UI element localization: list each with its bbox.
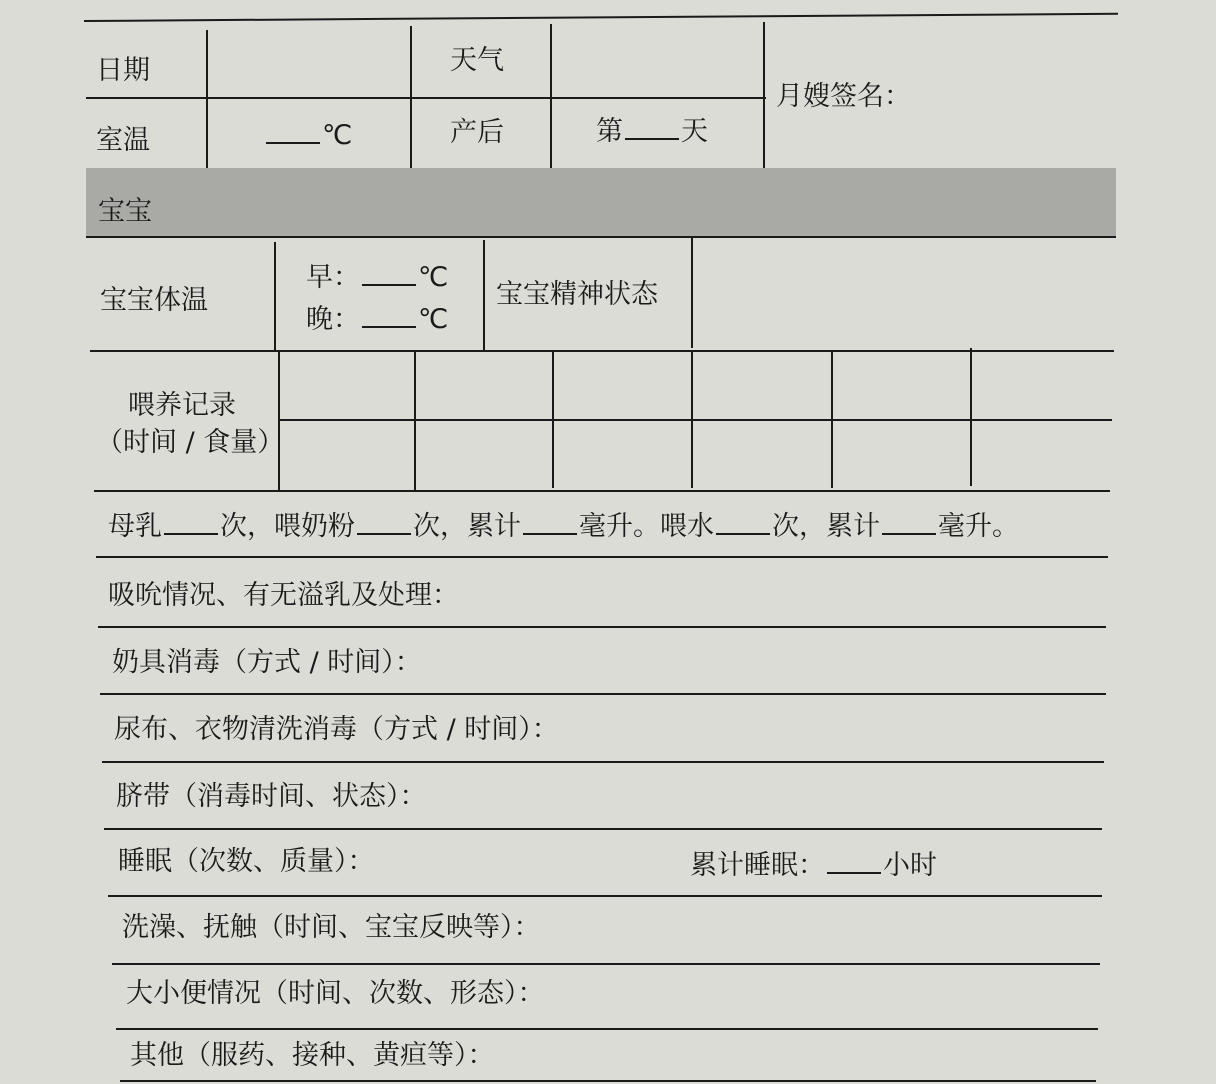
record-divider	[112, 963, 1100, 965]
feed-cell[interactable]	[974, 423, 1110, 487]
record-sleep[interactable]: 睡眠（次数、质量）：	[118, 846, 375, 877]
mental-state-label: 宝宝精神状态	[496, 279, 658, 310]
temp-col-divider-1	[274, 242, 276, 352]
record-diaper-laundry[interactable]: 尿布、衣物清洗消毒（方式 / 时间）：	[114, 714, 559, 745]
baby-section-title: 宝宝	[98, 196, 152, 227]
postpartum-label: 产后	[450, 117, 504, 148]
postpartum-day-field[interactable]: 第 天	[596, 116, 708, 147]
record-divider	[120, 1080, 1096, 1082]
record-divider	[100, 693, 1106, 695]
temp-col-divider-2	[483, 240, 485, 350]
temp-col-divider-3	[691, 238, 693, 348]
record-divider	[116, 1028, 1098, 1030]
feed-cell[interactable]	[974, 350, 1112, 416]
evening-temp-field[interactable]: 晚： ℃	[306, 304, 449, 335]
feed-cell[interactable]	[418, 354, 550, 418]
record-excretion[interactable]: 大小便情况（时间、次数、形态）：	[126, 978, 545, 1009]
feed-cell[interactable]	[695, 423, 829, 487]
header-col-divider-1	[206, 30, 208, 170]
header-mid-border	[86, 97, 766, 99]
summary-bottom-border	[96, 556, 1108, 558]
record-divider	[98, 626, 1106, 628]
header-top-border	[84, 13, 1118, 22]
feed-cell[interactable]	[835, 352, 968, 416]
record-divider	[108, 895, 1102, 897]
band-bottom-border	[86, 236, 1116, 238]
feed-cell[interactable]	[282, 423, 412, 487]
baby-section-band	[86, 168, 1116, 236]
record-bath-massage[interactable]: 洗澡、抚触（时间、宝宝反映等）：	[122, 912, 541, 943]
sleep-total-field[interactable]: 累计睡眠： 小时	[690, 850, 937, 881]
feed-cell[interactable]	[835, 423, 968, 487]
feed-cell[interactable]	[282, 354, 412, 418]
feed-cell[interactable]	[418, 423, 550, 487]
feed-col-divider-5	[970, 348, 972, 486]
record-bottle-sterilize[interactable]: 奶具消毒（方式 / 时间）：	[112, 647, 422, 678]
feed-col-divider-1	[414, 352, 416, 490]
feeding-summary-line[interactable]: 母乳 次，喂奶粉 次，累计 毫升。喂水 次，累计 毫升。	[108, 511, 1019, 542]
feed-cell[interactable]	[556, 423, 689, 487]
record-suckling[interactable]: 吸吮情况、有无溢乳及处理：	[108, 580, 459, 611]
nanny-signature-label: 月嫂签名：	[776, 81, 911, 112]
record-umbilical[interactable]: 脐带（消毒时间、状态）：	[116, 781, 427, 812]
feed-cell[interactable]	[695, 352, 829, 416]
feed-cell[interactable]	[556, 352, 689, 416]
header-col-divider-4	[763, 22, 765, 168]
baby-body-temp-label: 宝宝体温	[100, 285, 208, 316]
feed-col-divider-0	[278, 352, 280, 492]
morning-temp-field[interactable]: 早： ℃	[306, 262, 449, 293]
feed-mid-border	[280, 419, 1112, 421]
record-divider	[102, 761, 1104, 763]
feed-bottom-border	[94, 490, 1110, 492]
weather-label: 天气	[450, 45, 504, 76]
feeding-label-line1: 喂养记录	[128, 390, 236, 421]
date-label: 日期	[96, 55, 150, 86]
record-divider	[104, 828, 1102, 830]
header-col-divider-3	[550, 24, 552, 170]
room-temp-field[interactable]: ℃	[264, 120, 352, 151]
room-temp-label: 室温	[96, 125, 150, 156]
feeding-label-line2: （时间 / 食量）	[96, 427, 285, 458]
record-other[interactable]: 其他（服药、接种、黄疸等）：	[130, 1040, 495, 1071]
header-col-divider-2	[410, 26, 412, 170]
mental-state-field[interactable]	[694, 240, 1114, 348]
